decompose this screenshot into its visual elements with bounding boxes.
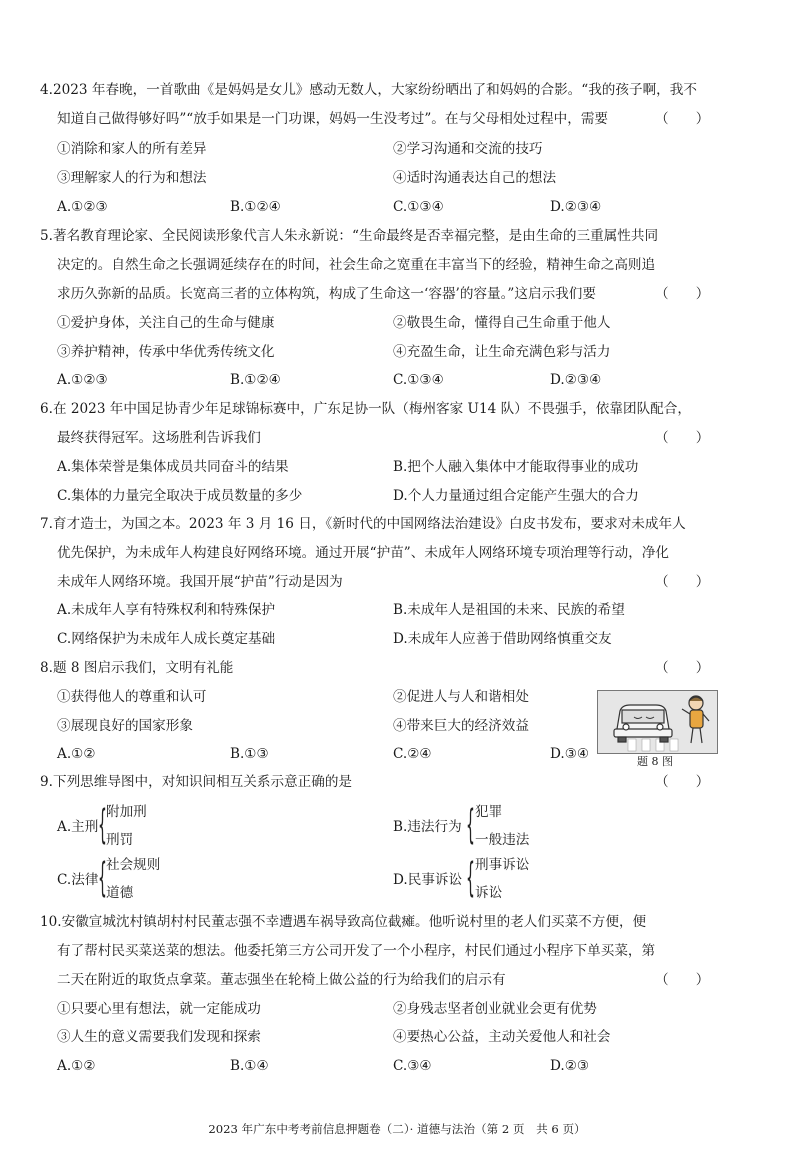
q7-choice-b: B.未成年人是祖国的未来、民族的希望 (393, 602, 625, 618)
q7-stem-line2: 优先保护，为未成年人构建良好网络环境。通过开展“护苗”、未成年人网络环境专项治理等行动，净化 (57, 545, 670, 561)
q6-choice-d: D.个人力量通过组合定能产生强大的合力 (393, 488, 639, 504)
q9-answer-paren: （ ） (655, 774, 710, 790)
q5-option-2: ②敬畏生命，懂得自己生命重于他人 (393, 315, 611, 331)
q10-stem-line1: 10.安徽宣城沈村镇胡村村民董志强不幸遭遇车祸导致高位截瘫。他听说村里的老人们买菜不方便，便 (40, 914, 647, 930)
q9-c-root: C.法律 (57, 872, 99, 888)
q10-stem-line3: 二天在附近的取货点拿菜。董志强坐在轮椅上做公益的行为给我们的启示有 (57, 972, 506, 988)
q9-a-root: A.主刑 (57, 819, 99, 835)
q8-choice-a: A.①② (57, 746, 96, 762)
q5-option-1: ①爱护身体，关注自己的生命与健康 (57, 315, 275, 331)
q8-choice-c: C.②④ (393, 746, 432, 762)
q9-c-top: 社会规则 (106, 857, 161, 873)
car-and-pedestrian-drawing (598, 691, 717, 753)
q9-b-bottom: 一般违法 (475, 832, 530, 848)
q5-option-3: ③养护精神，传承中华优秀传统文化 (57, 344, 275, 360)
q8-illustration (597, 690, 718, 754)
q5-stem-line3: 求历久弥新的品质。长宽高三者的立体构筑，构成了生命这一‘容器’的容量。”这启示我们要 (57, 286, 596, 302)
q10-option-2: ②身残志坚者创业就业会更有优势 (393, 1001, 597, 1017)
q8-answer-paren: （ ） (655, 660, 710, 676)
q6-choice-c: C.集体的力量完全取决于成员数量的多少 (57, 488, 303, 504)
q8-choice-d: D.③④ (550, 746, 590, 762)
q9-b-top: 犯罪 (475, 804, 503, 820)
q6-stem-line2: 最终获得冠军。这场胜利告诉我们 (57, 430, 261, 446)
q9-c-brace: { (98, 855, 107, 901)
q4-option-3: ③理解家人的行为和想法 (57, 170, 207, 186)
page-footer: 2023 年广东中考考前信息押题卷（二）· 道德与法治（第 2 页 共 6 页） (208, 1122, 586, 1136)
q7-stem-line3: 未成年人网络环境。我国开展“护苗”行动是因为 (57, 574, 343, 590)
q8-option-1: ①获得他人的尊重和认可 (57, 689, 207, 705)
q5-choice-a: A.①②③ (57, 372, 108, 388)
q5-choice-b: B.①②④ (230, 372, 281, 388)
q4-choice-d: D.②③④ (550, 199, 602, 215)
q7-choice-a: A.未成年人享有特殊权利和特殊保护 (57, 602, 276, 618)
q9-d-root: D.民事诉讼 (393, 872, 463, 888)
q9-b-root: B.违法行为 (393, 819, 462, 835)
q10-stem-line2: 有了帮村民买菜送菜的想法。他委托第三方公司开发了一个小程序，村民们通过小程序下单买菜，第 (57, 943, 656, 959)
q10-option-4: ④要热心公益，主动关爱他人和社会 (393, 1029, 611, 1045)
q10-option-1: ①只要心里有想法，就一定能成功 (57, 1001, 261, 1017)
q10-choice-c: C.③④ (393, 1058, 432, 1074)
q10-choice-b: B.①④ (230, 1058, 269, 1074)
q6-choice-a: A.集体荣誉是集体成员共同奋斗的结果 (57, 459, 289, 475)
q4-choice-b: B.①②④ (230, 199, 281, 215)
q10-choice-a: A.①② (57, 1058, 96, 1074)
q5-stem-line2: 决定的。自然生命之长强调延续存在的时间，社会生命之宽重在丰富当下的经验，精神生命之高则追 (57, 257, 656, 273)
q10-option-3: ③人生的意义需要我们发现和探索 (57, 1029, 261, 1045)
q8-choice-b: B.①③ (230, 746, 269, 762)
q4-stem-line2: 知道自己做得够好吗”“放手如果是一门功课，妈妈一生没考过”。在与父母相处过程中，需要 (57, 111, 609, 127)
q9-a-bottom: 刑罚 (106, 832, 134, 848)
q9-d-brace: { (466, 855, 475, 901)
q9-a-top: 附加刑 (106, 804, 147, 820)
q7-choice-c: C.网络保护为未成年人成长奠定基础 (57, 631, 276, 647)
q9-a-brace: { (98, 802, 107, 848)
q6-answer-paren: （ ） (655, 430, 710, 446)
q7-choice-d: D.未成年人应善于借助网络慎重交友 (393, 631, 612, 647)
q8-stem: 8.题 8 图启示我们，文明有礼能 (40, 660, 234, 676)
q5-option-4: ④充盈生命，让生命充满色彩与活力 (393, 344, 611, 360)
q4-stem-line1: 4.2023 年春晚，一首歌曲《是妈妈是女儿》感动无数人，大家纷纷晒出了和妈妈的合影。“我的孩子啊，我不 (40, 82, 697, 98)
q9-stem: 9.下列思维导图中，对知识间相互关系示意正确的是 (40, 774, 353, 790)
q4-option-4: ④适时沟通表达自己的想法 (393, 170, 557, 186)
q8-option-3: ③展现良好的国家形象 (57, 718, 193, 734)
q9-b-brace: { (466, 802, 475, 848)
q10-choice-d: D.②③ (550, 1058, 590, 1074)
q7-stem-line1: 7.育才造士，为国之本。2023 年 3 月 16 日，《新时代的中国网络法治建设》白皮书发布，要求对未成年人 (40, 516, 686, 532)
q5-choice-c: C.①③④ (393, 372, 444, 388)
q8-option-4: ④带来巨大的经济效益 (393, 718, 529, 734)
q10-answer-paren: （ ） (655, 972, 710, 988)
q5-choice-d: D.②③④ (550, 372, 602, 388)
q8-figure-caption: 题 8 图 (637, 755, 673, 768)
q5-stem-line1: 5.著名教育理论家、全民阅读形象代言人朱永新说：“生命最终是否幸福完整，是由生命的三重属性共同 (40, 228, 659, 244)
q5-answer-paren: （ ） (655, 286, 710, 302)
q4-option-1: ①消除和家人的所有差异 (57, 141, 207, 157)
q4-choice-c: C.①③④ (393, 199, 444, 215)
q9-d-top: 刑事诉讼 (475, 857, 530, 873)
q4-choice-a: A.①②③ (57, 199, 108, 215)
q9-d-bottom: 诉讼 (475, 885, 503, 901)
q9-c-bottom: 道德 (106, 885, 134, 901)
q6-choice-b: B.把个人融入集体中才能取得事业的成功 (393, 459, 639, 475)
q6-stem-line1: 6.在 2023 年中国足协青少年足球锦标赛中，广东足协一队（梅州客家 U14 队）不畏强手，依靠团队配合， (40, 401, 691, 417)
q4-answer-paren: （ ） (655, 111, 710, 127)
q4-option-2: ②学习沟通和交流的技巧 (393, 141, 543, 157)
q7-answer-paren: （ ） (655, 574, 710, 590)
q8-option-2: ②促进人与人和谐相处 (393, 689, 529, 705)
